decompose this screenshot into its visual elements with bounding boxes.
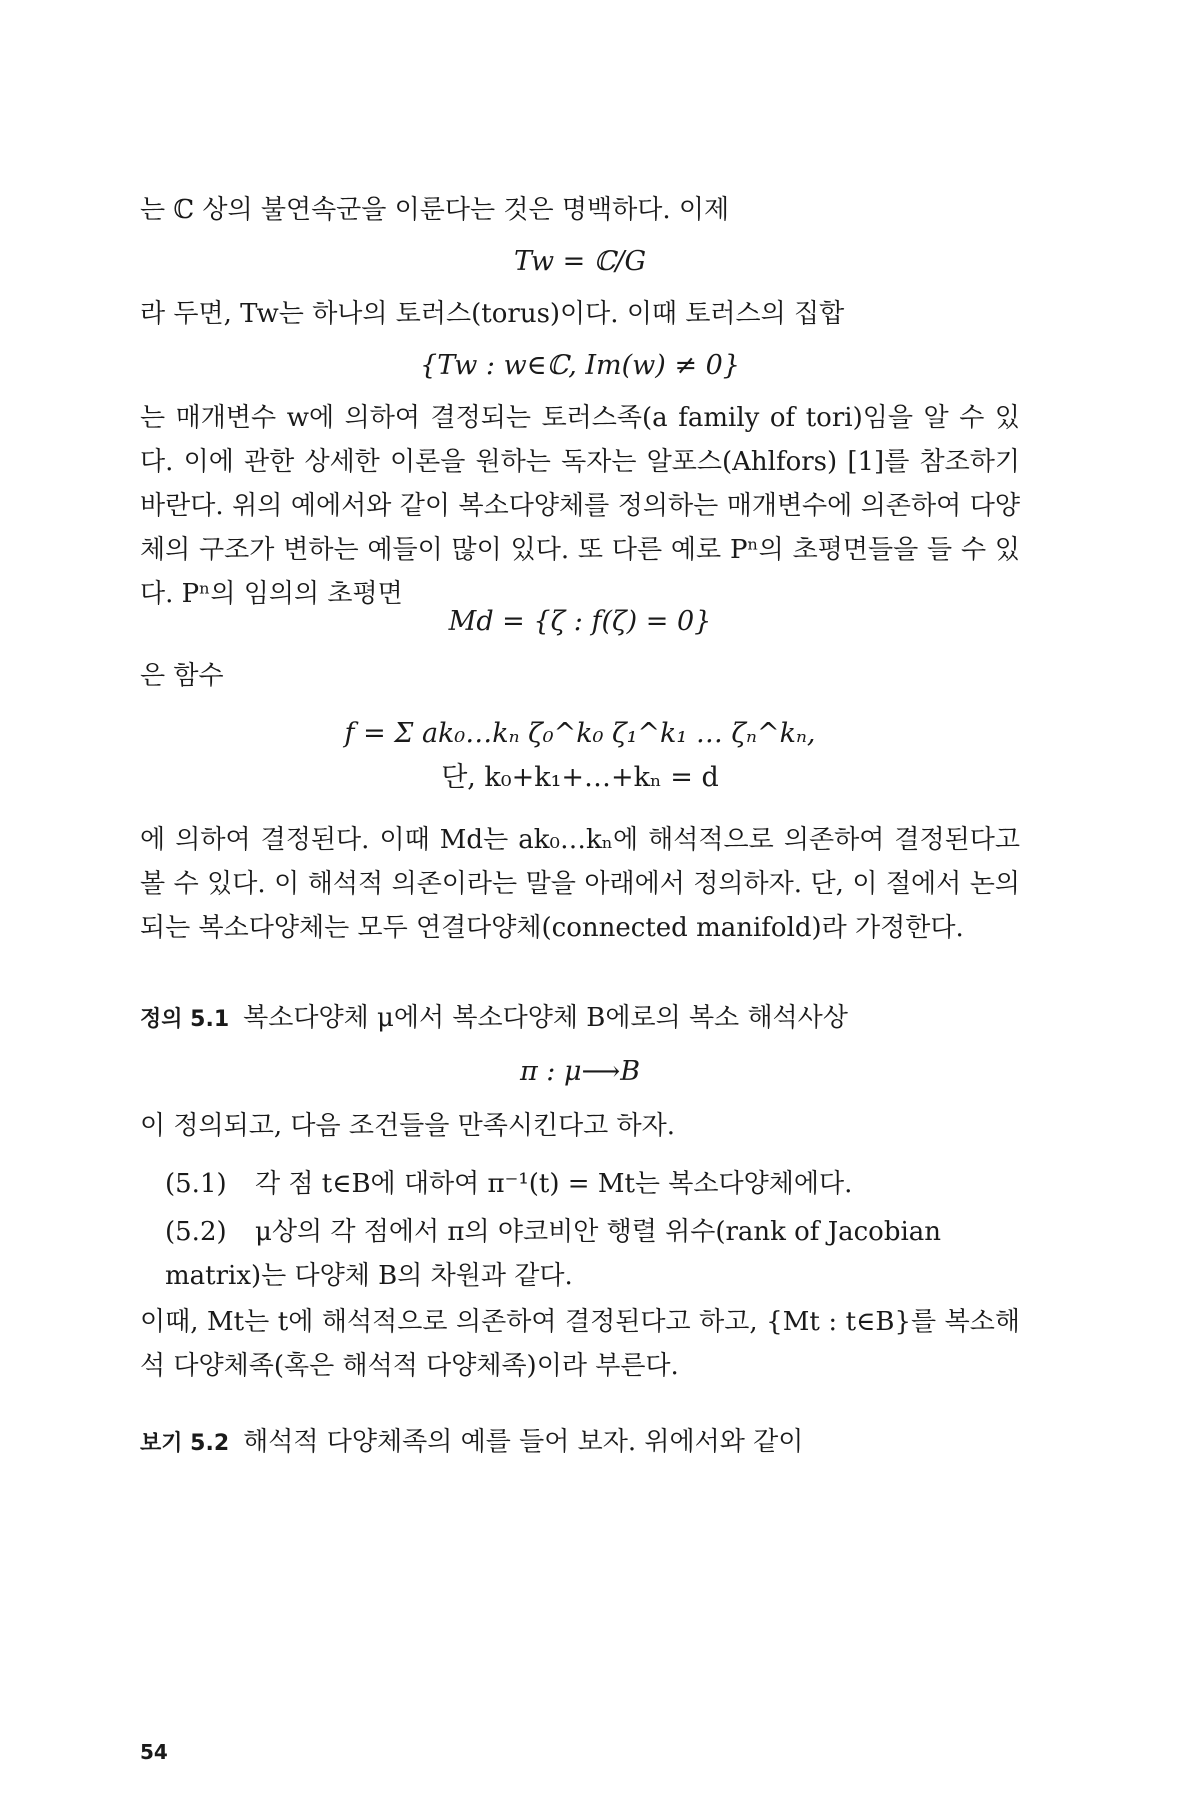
condition-5-1 (165, 1162, 1025, 1206)
formula-hyperplane: Md = {ζ : f(ζ) = 0} (448, 606, 712, 637)
condition-text: μ상의 각 점에서 π의 야코비안 행렬 위수(rank of Jacobian matrix)는 다양체 B의 차원과 같다. (165, 1217, 942, 1291)
definition-text: 복소다양체 μ에서 복소다양체 B에로의 복소 해석사상 (243, 1003, 848, 1033)
condition-text: 각 점 t∈B에 대하여 π⁻¹(t) = Mt는 복소다양체에다. (255, 1169, 853, 1199)
example-label: 보기 5.2 (140, 1431, 230, 1456)
formula-polynomial: f = Σ ak₀…kₙ ζ₀^k₀ ζ₁^k₁ … ζₙ^kₙ, (344, 718, 816, 749)
condition-number: (5.2) (165, 1217, 227, 1247)
paragraph-2: 라 두면, Tw는 하나의 토러스(torus)이다. 이때 토러스의 집합 (140, 299, 845, 329)
paragraph-1: 는 ℂ 상의 불연속군을 이룬다는 것은 명백하다. 이제 (140, 195, 730, 225)
paragraph-7: 이때, Mt는 t에 해석적으로 의존하여 결정된다고 하고, {Mt : t∈B}를 복소해석 다양체족(혹은 해석적 다양체족)이라 부른다. (140, 1307, 1020, 1381)
condition-5-2 (165, 1210, 1025, 1298)
definition-5-1 (140, 996, 1020, 1042)
formula-projection-map: π : μ⟶B (519, 1056, 641, 1087)
paragraph-3: 는 매개변수 w에 의하여 결정되는 토러스족(a family of tori)임을 알 수 있다. 이에 관한 상세한 이론을 원하는 독자는 알포스(Ahlfors) [1]를 참조하기 바란다. 위의 예에서와 같이 복소다양체를 정의하는 매개변수에 의존하여 다양체의 구조가 변하는 예들이 많이 있다. 또 다른 예로 Pⁿ의 초평면들을 들 수 있다. Pⁿ의 임의의 초평면 (140, 403, 1020, 609)
formula-degree-condition: 단, k₀+k₁+…+kₙ = d (441, 762, 719, 793)
example-text: 해석적 다양체족의 예를 들어 보자. 위에서와 같이 (243, 1427, 804, 1457)
page-number: 54 (140, 1740, 168, 1764)
definition-label: 정의 5.1 (140, 1007, 230, 1032)
condition-number: (5.1) (165, 1169, 227, 1199)
paragraph-6: 이 정의되고, 다음 조건들을 만족시킨다고 하자. (140, 1111, 676, 1141)
paragraph-5: 에 의하여 결정된다. 이때 Md는 ak₀…kₙ에 해석적으로 의존하여 결정된다고 볼 수 있다. 이 해석적 의존이라는 말을 아래에서 정의하자. 단, 이 절에서 논의되는 복소다양체는 모두 연결다양체(connected manifold)라 가정한다. (140, 825, 1020, 943)
formula-torus-set: {Tw : w∈ℂ, Im(w) ≠ 0} (420, 350, 740, 381)
example-5-2 (140, 1420, 1020, 1466)
formula-torus-quotient: Tw = ℂ/G (513, 246, 647, 277)
paragraph-4: 은 함수 (140, 661, 224, 691)
